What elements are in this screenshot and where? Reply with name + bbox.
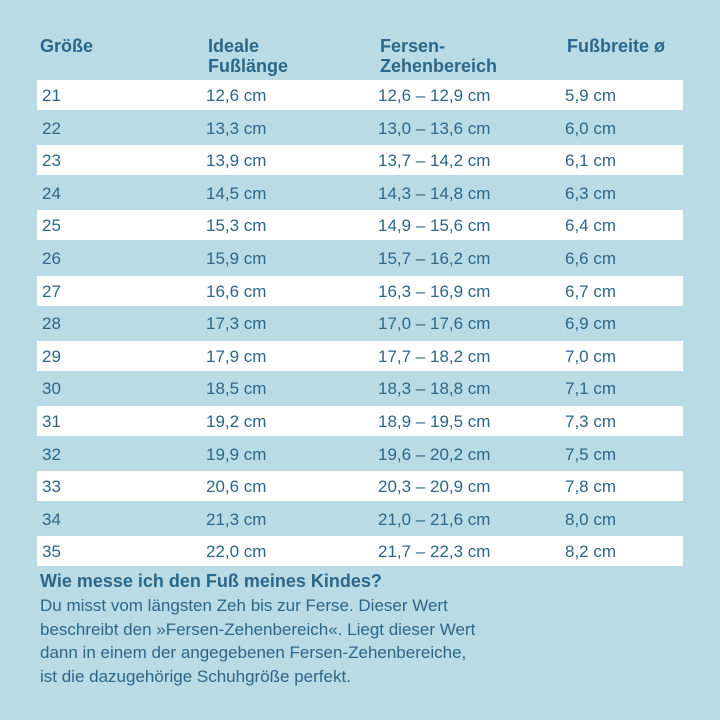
cell-heel-toe-range: 17,0 – 17,6 cm bbox=[378, 314, 491, 334]
table-row bbox=[37, 276, 683, 306]
cell-size: 35 bbox=[42, 542, 61, 562]
table-row bbox=[37, 439, 683, 469]
table-row bbox=[37, 145, 683, 175]
cell-foot-length: 12,6 cm bbox=[206, 86, 267, 105]
cell-foot-length: 13,3 cm bbox=[206, 118, 267, 138]
table-row bbox=[37, 504, 683, 534]
cell-foot-width: 7,3 cm bbox=[565, 411, 617, 431]
cell-size: 28 bbox=[42, 314, 61, 334]
cell-heel-toe-range: 15,7 – 16,2 cm bbox=[378, 248, 491, 268]
cell-size: 21 bbox=[42, 86, 61, 105]
table-row bbox=[37, 536, 683, 566]
table-row bbox=[37, 243, 683, 273]
cell-heel-toe-range: 17,7 – 18,2 cm bbox=[378, 346, 491, 366]
cell-size: 23 bbox=[42, 151, 61, 171]
table-row bbox=[37, 178, 683, 208]
cell-foot-length: 19,2 cm bbox=[206, 411, 267, 431]
cell-size: 32 bbox=[42, 444, 61, 464]
cell-heel-toe-range: 13,7 – 14,2 cm bbox=[378, 151, 491, 171]
cell-heel-toe-range: 13,0 – 13,6 cm bbox=[378, 118, 491, 138]
cell-foot-width: 6,3 cm bbox=[565, 183, 617, 203]
cell-heel-toe-range: 21,0 – 21,6 cm bbox=[378, 509, 491, 529]
table-row bbox=[37, 471, 683, 501]
header-foot-width: Fußbreite ø bbox=[567, 36, 665, 56]
cell-foot-length: 17,3 cm bbox=[206, 314, 267, 334]
cell-foot-width: 6,9 cm bbox=[565, 314, 617, 334]
cell-size: 26 bbox=[42, 248, 61, 268]
cell-foot-width: 8,0 cm bbox=[565, 509, 617, 529]
cell-foot-length: 15,3 cm bbox=[206, 216, 267, 236]
cell-foot-width: 7,1 cm bbox=[565, 379, 617, 399]
cell-foot-width: 6,0 cm bbox=[565, 118, 617, 138]
cell-foot-length: 22,0 cm bbox=[206, 542, 267, 562]
header-foot-length: Ideale Fußlänge bbox=[208, 36, 288, 76]
cell-heel-toe-range: 21,7 – 22,3 cm bbox=[378, 542, 491, 562]
cell-heel-toe-range: 18,9 – 19,5 cm bbox=[378, 411, 491, 431]
note-title: Wie messe ich den Fuß meines Kindes? bbox=[40, 571, 382, 591]
table-row bbox=[37, 80, 683, 110]
cell-foot-width: 6,7 cm bbox=[565, 281, 617, 301]
cell-foot-width: 8,2 cm bbox=[565, 542, 617, 562]
table-row bbox=[37, 210, 683, 240]
header-heel-toe-range: Fersen- Zehenbereich bbox=[380, 36, 498, 76]
cell-size: 31 bbox=[42, 411, 61, 431]
cell-size: 29 bbox=[42, 346, 61, 366]
cell-foot-width: 7,0 cm bbox=[565, 346, 617, 366]
cell-foot-width: 6,4 cm bbox=[565, 216, 617, 236]
cell-foot-width: 7,5 cm bbox=[565, 444, 617, 464]
cell-heel-toe-range: 14,9 – 15,6 cm bbox=[378, 216, 491, 236]
table-header bbox=[40, 36, 690, 76]
cell-heel-toe-range: 20,3 – 20,9 cm bbox=[378, 477, 491, 497]
cell-foot-length: 18,5 cm bbox=[206, 379, 267, 399]
cell-size: 25 bbox=[42, 216, 61, 236]
cell-size: 22 bbox=[42, 118, 61, 138]
cell-foot-width: 5,9 cm bbox=[565, 86, 617, 105]
cell-foot-width: 6,6 cm bbox=[565, 248, 617, 268]
table-row bbox=[37, 113, 683, 143]
cell-size: 27 bbox=[42, 281, 61, 301]
cell-foot-length: 14,5 cm bbox=[206, 183, 267, 203]
cell-foot-length: 19,9 cm bbox=[206, 444, 267, 464]
size-table bbox=[37, 80, 683, 569]
note-text: Du misst vom längsten Zeh bis zur Ferse. Dieser Wert beschreibt den »Fersen-Zehenbereich«. Liegt dieser Wert dann in einem der angegebenen Fersen-Zehenbereiche, ist die dazugehörige Schuhgröße perfekt. bbox=[40, 596, 476, 686]
cell-size: 24 bbox=[42, 183, 61, 203]
cell-heel-toe-range: 16,3 – 16,9 cm bbox=[378, 281, 491, 301]
table-row bbox=[37, 373, 683, 403]
cell-heel-toe-range: 12,6 – 12,9 cm bbox=[378, 86, 491, 105]
cell-foot-length: 15,9 cm bbox=[206, 248, 267, 268]
cell-heel-toe-range: 14,3 – 14,8 cm bbox=[378, 183, 491, 203]
cell-heel-toe-range: 18,3 – 18,8 cm bbox=[378, 379, 491, 399]
measure-note bbox=[40, 570, 690, 688]
table-row bbox=[37, 308, 683, 338]
cell-foot-length: 21,3 cm bbox=[206, 509, 267, 529]
cell-foot-length: 13,9 cm bbox=[206, 151, 267, 171]
table-row bbox=[37, 341, 683, 371]
cell-foot-length: 17,9 cm bbox=[206, 346, 267, 366]
cell-foot-length: 20,6 cm bbox=[206, 477, 267, 497]
cell-foot-width: 7,8 cm bbox=[565, 477, 617, 497]
table-row bbox=[37, 406, 683, 436]
cell-size: 33 bbox=[42, 477, 61, 497]
cell-size: 34 bbox=[42, 509, 61, 529]
cell-heel-toe-range: 19,6 – 20,2 cm bbox=[378, 444, 491, 464]
cell-foot-length: 16,6 cm bbox=[206, 281, 267, 301]
header-size: Größe bbox=[40, 36, 94, 56]
cell-size: 30 bbox=[42, 379, 61, 399]
cell-foot-width: 6,1 cm bbox=[565, 151, 617, 171]
